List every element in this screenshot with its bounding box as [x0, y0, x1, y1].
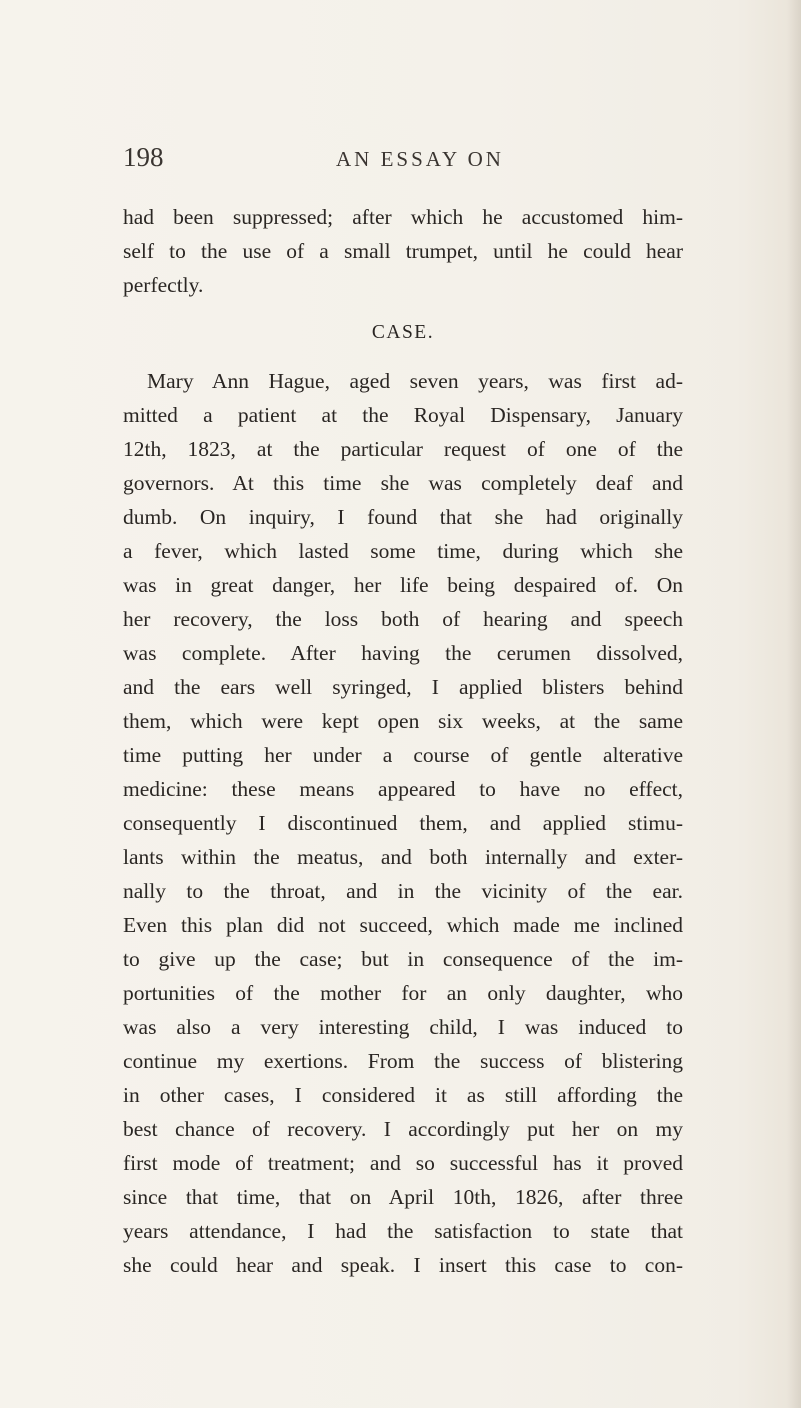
- running-head: AN ESSAY ON: [336, 147, 504, 171]
- text-line: consequently I discontinued them, and applied stimu-: [123, 811, 683, 835]
- paragraph-case: [123, 364, 683, 1282]
- text-line: a fever, which lasted some time, during which she: [123, 539, 683, 563]
- text-line: them, which were kept open six weeks, at the same: [123, 709, 683, 733]
- text-line: nally to the throat, and in the vicinity of the ear.: [123, 879, 683, 903]
- text-line: mitted a patient at the Royal Dispensary, January: [123, 403, 683, 427]
- text-line: her recovery, the loss both of hearing and speech: [123, 607, 683, 631]
- text-line: portunities of the mother for an only daughter, who: [123, 981, 683, 1005]
- text-line: she could hear and speak. I insert this case to con-: [123, 1253, 683, 1277]
- text-line: perfectly.: [123, 273, 204, 297]
- text-line: medicine: these means appeared to have no effect,: [123, 777, 683, 801]
- text-line: Even this plan did not succeed, which made me inclined: [123, 913, 683, 937]
- page-number: 198: [123, 142, 164, 172]
- paragraph-continued: [123, 200, 683, 302]
- text-line: had been suppressed; after which he accustomed him-: [123, 205, 683, 229]
- text-line: 12th, 1823, at the particular request of one of the: [123, 437, 683, 461]
- text-line: was also a very interesting child, I was induced to: [123, 1015, 683, 1039]
- text-line: first mode of treatment; and so successful has it proved: [123, 1151, 683, 1175]
- body-text: [123, 200, 683, 1282]
- text-line: years attendance, I had the satisfaction to state that: [123, 1219, 683, 1243]
- text-line: and the ears well syringed, I applied blisters behind: [123, 675, 683, 699]
- text-line: self to the use of a small trumpet, until he could hear: [123, 239, 683, 263]
- text-line: governors. At this time she was completely deaf and: [123, 471, 683, 495]
- case-heading: CASE.: [371, 322, 435, 343]
- text-line: in other cases, I considered it as still affording the: [123, 1083, 683, 1107]
- text-line: dumb. On inquiry, I found that she had originally: [123, 505, 683, 529]
- text-line: best chance of recovery. I accordingly put her on my: [123, 1117, 683, 1141]
- text-line: time putting her under a course of gentle alterative: [123, 743, 683, 767]
- text-line: continue my exertions. From the success of blistering: [123, 1049, 683, 1073]
- page-edge-shadow: [787, 0, 801, 1408]
- text-line: was in great danger, her life being despaired of. On: [123, 573, 683, 597]
- text-line: to give up the case; but in consequence of the im-: [123, 947, 683, 971]
- text-line: since that time, that on April 10th, 1826, after three: [123, 1185, 683, 1209]
- text-line: was complete. After having the cerumen dissolved,: [123, 641, 683, 665]
- text-line: Mary Ann Hague, aged seven years, was first ad-: [147, 369, 683, 393]
- text-line: lants within the meatus, and both internally and exter-: [123, 845, 683, 869]
